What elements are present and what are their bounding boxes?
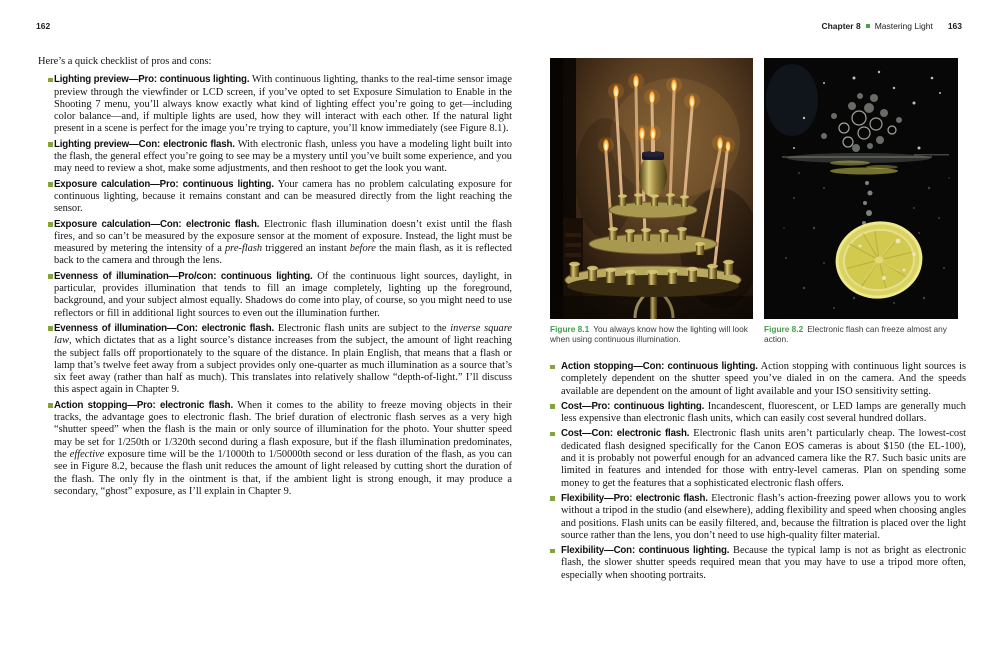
checklist-item-lead: Exposure calculation—Con: electronic flash.	[54, 218, 260, 230]
bullet-square-icon	[550, 549, 555, 554]
bullet-square-icon	[550, 432, 555, 437]
checklist-item: Action stopping—Con: continuous lighting. Action stopping with continuous light sources is completely dependent on the shutter speed you’ve dialed in on the camera. And the speeds available are dependent on the amount of light available and your ISO sensitivity setting.	[548, 361, 966, 398]
bullet-square-icon	[550, 365, 555, 370]
checklist-item-lead: Exposure calculation—Pro: continuous lighting.	[54, 178, 274, 190]
checklist-item: Action stopping—Pro: electronic flash. When it comes to the ability to freeze moving objects in their tracks, the advantage goes to electronic flash. The brief duration of electronic flash serves as a very high “shutter speed” when the flash is the main or only source of illumination for the photo. Your shutter speed may be set for 1/250th or 1/320th second during a flash exposure, but if the flash illumination predominates, the effective exposure time will be the 1/1000th to 1/50000th second or less duration of the flash, as you can see in Figure 8.2, because the flash unit reduces the amount of light released by cutting short the duration of the flash. The only fly in the ointment is that, if the ambient light is strong enough, it may produce a secondary, “ghost” exposure, as I’ll explain in Chapter 9.	[38, 400, 512, 498]
checklist-item: Exposure calculation—Con: electronic flash. Electronic flash illumination doesn’t exist until the flash fires, and so can’t be measured by the exposure sensor at the moment of exposure. Instead, the light must be measured by metering the intensity of a pre-flash triggered an instant before the main flash, as it is reflected back to the camera and through the lens.	[38, 219, 512, 268]
checklist-item-lead: Evenness of illumination—Pro/con: continuous lighting.	[54, 270, 313, 282]
checklist-item-lead: Flexibility—Pro: electronic flash.	[561, 492, 708, 504]
figure-8-2-caption: Figure 8.2 Electronic flash can freeze almost any action.	[764, 324, 947, 344]
figure-8-2-label: Figure 8.2	[764, 324, 804, 334]
bullet-square-icon	[48, 222, 53, 227]
checklist-item: Evenness of illumination—Pro/con: continuous lighting. Of the continuous light sources, daylight, in particular, provides illumination that tends to fill an image completely, lighting up the foreground, background, and your subject almost equally. Shadows do come into play, of course, so you might need to use reflectors or fill in additional light sources to even out the illumination further.	[38, 271, 512, 320]
checklist-item: Flexibility—Con: continuous lighting. Because the typical lamp is not as bright as electronic flash, the slower shutter speeds required mean that you may have to use a tripod more often, especially when shooting portraits.	[548, 545, 966, 582]
page-number-right: 163	[947, 21, 962, 31]
candelabra-photo	[550, 58, 753, 319]
checklist-item-lead: Action stopping—Pro: electronic flash.	[54, 399, 233, 411]
checklist-item-lead: Cost—Pro: continuous lighting.	[561, 400, 705, 412]
bullet-square-icon	[48, 403, 53, 408]
running-head	[821, 21, 962, 31]
checklist-item: Cost—Pro: continuous lighting. Incandescent, fluorescent, or LED lamps are generally much less expensive than electronic flash units, which can easily cost several hundred dollars.	[548, 401, 966, 426]
checklist-item-lead: Lighting preview—Pro: continuous lighting.	[54, 74, 250, 86]
pros-cons-list-right	[548, 361, 966, 582]
figure-8-1	[550, 58, 753, 344]
checklist-item: Cost—Con: electronic flash. Electronic flash units aren’t particularly cheap. The lowest-cost dedicated flash designed specifically for the Canon EOS cameras is about $150 (the EL-100), and it is probably not powerful enough for an advanced camera like the R7. Such basic units are limited in features and intended for those with entry-level cameras. Plan on spending some money to get the features that a sophisticated electronic flash offers.	[548, 428, 966, 489]
intro-line: Here’s a quick checklist of pros and cons:	[38, 56, 212, 67]
chapter-title: Mastering Light	[874, 21, 933, 31]
page-number-left: 162	[36, 21, 51, 31]
checklist-item: Lighting preview—Con: electronic flash. With electronic flash, unless you have a modeling light built into the flash, the general effect you’re going to see may be a mystery until you’ve built some experience, and you may need to review a shot, make some adjustments, and then reshoot to get the look you want.	[38, 139, 512, 176]
bullet-square-icon	[550, 496, 555, 501]
checklist-item-lead: Cost—Con: electronic flash.	[561, 428, 690, 440]
figure-8-1-caption: Figure 8.1 You always know how the lighting will look when using continuous illumination.	[550, 324, 748, 344]
bullet-square-icon	[48, 142, 53, 147]
checklist-item-lead: Evenness of illumination—Con: electronic flash.	[54, 322, 275, 334]
checklist-item-lead: Flexibility—Con: continuous lighting.	[561, 545, 730, 557]
checklist-item: Exposure calculation—Pro: continuous lighting. Your camera has no problem calculating exposure for continuous lighting, because it remains constant and can be measured directly from the light reaching the sensor.	[38, 179, 512, 216]
bullet-square-icon	[48, 78, 53, 83]
right-text-column	[548, 58, 966, 585]
checklist-item-lead: Action stopping—Con: continuous lighting.	[561, 361, 758, 372]
figure-8-1-label: Figure 8.1	[550, 324, 590, 334]
checklist-item: Evenness of illumination—Con: electronic flash. Electronic flash units are subject to the inverse square law, which dictates that as a light source’s distance increases from the subject, the amount of light reaching the subject falls off proportionately to the square of the distance. In plain English, that means that a flash or lamp that’s twelve feet away from a subject provides only one-quarter as much illumination as a source that’s six feet away (rather than half as much). This translates into relatively shallow “depth-of-light.” I’ll discuss this aspect again in Chapter 9.	[38, 323, 512, 397]
figure-row	[550, 58, 966, 344]
bullet-square-icon	[48, 326, 53, 331]
bullet-square-icon	[550, 404, 555, 409]
lemon-splash-photo	[764, 58, 958, 319]
bullet-square-icon	[48, 274, 53, 279]
chapter-label: Chapter 8	[821, 21, 861, 31]
checklist-item-lead: Lighting preview—Con: electronic flash.	[54, 138, 235, 150]
left-text-column	[38, 56, 512, 501]
checklist-item: Lighting preview—Pro: continuous lighting. With continuous lighting, thanks to the real-time sensor image preview through the viewfinder or LCD screen, if you’ve opted to set Exposure Simulation to Enable in the Shooting 7 menu, you’ll always know exactly what kind of lighting effect you’re going to get—including color balance—and, if multiple lights are used, how they will interact with each other. If the natural light present in a scene is perfect for the image you’re trying to capture, you’ll know immediately (see Figure 8.1).	[38, 74, 512, 135]
pros-cons-list-left	[38, 74, 512, 498]
bullet-square-icon	[48, 182, 53, 187]
checklist-item: Flexibility—Pro: electronic flash. Electronic flash’s action-freezing power allows you to work without a tripod in the studio (and elsewhere), adding flexibility and speed when choosing angles and positions. Flash units can be easily filtered, and, because the filtration is placed over the light source rather than the lens, you don’t need to use high-quality filter material.	[548, 493, 966, 542]
header-separator-square-icon	[866, 24, 870, 28]
figure-8-2	[764, 58, 958, 344]
